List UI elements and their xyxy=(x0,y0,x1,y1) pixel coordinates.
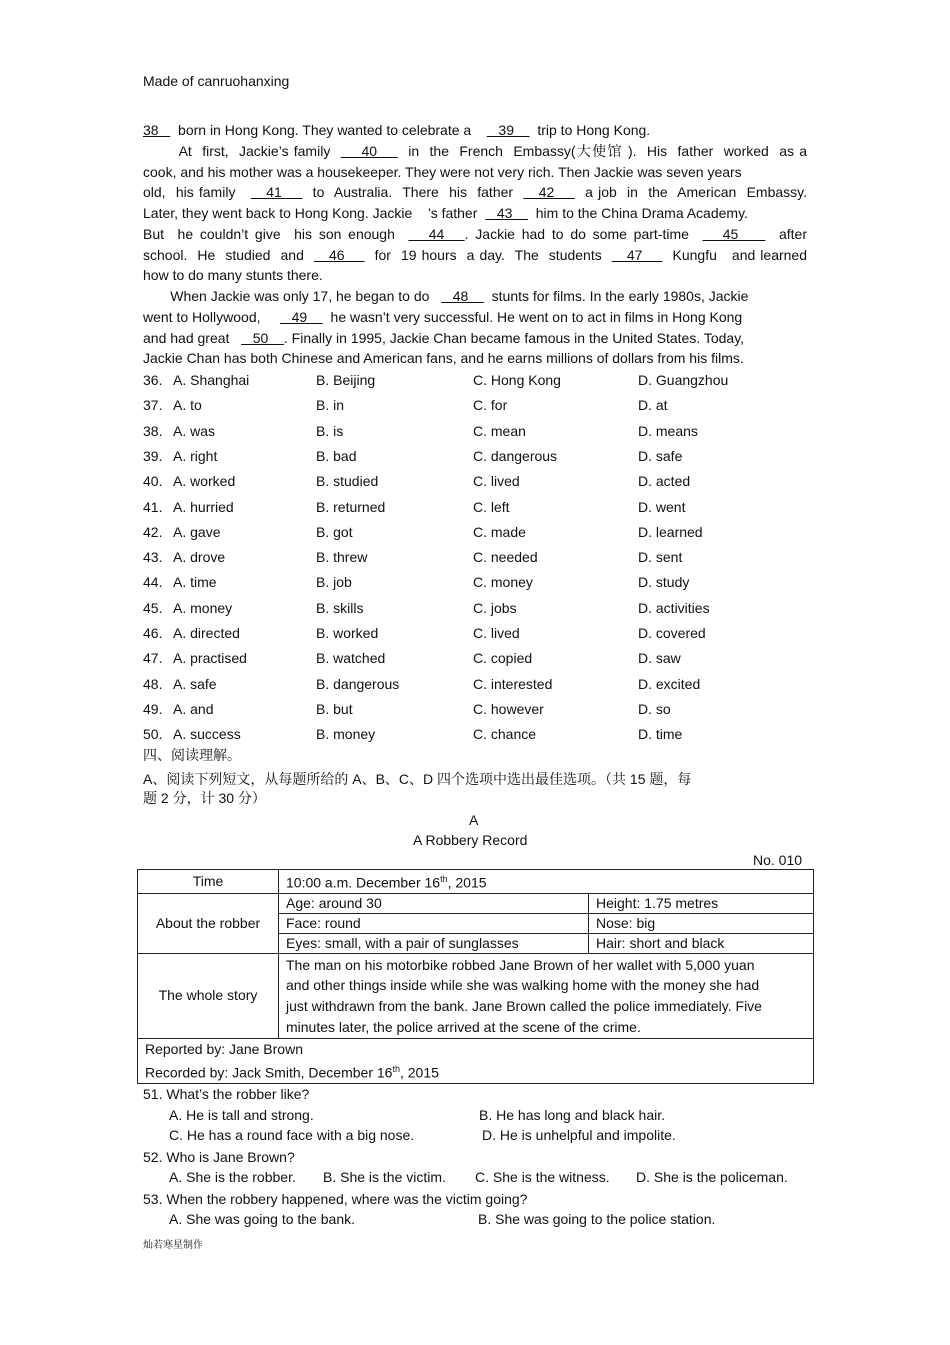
passage-line xyxy=(143,246,807,264)
option-c: C. jobs xyxy=(473,599,517,616)
passage-text: Later, they went back to Hong Kong. Jackie ’s father xyxy=(143,205,486,221)
section-instructions: A、阅读下列短文，从每题所给的 A、B、C、D 四个选项中选出最佳选项。（共 15 题，每 xyxy=(143,771,692,787)
passage-text: born in Hong Kong. They wanted to celebrate a xyxy=(170,122,487,138)
question-number: 39. xyxy=(143,447,163,464)
option-b: B. is xyxy=(316,422,344,439)
passage-text: . Jackie had to do some part-time xyxy=(464,225,703,242)
option-a: A. money xyxy=(173,599,233,616)
hair-cell: Hair: short and black xyxy=(589,933,814,953)
option-b: B. but xyxy=(316,700,353,717)
question-number: 50. xyxy=(143,726,163,743)
passage-line xyxy=(143,142,807,160)
option-b: B. Beijing xyxy=(316,372,376,388)
answer-blank: 41 xyxy=(250,184,303,201)
time-sup: th xyxy=(440,874,448,884)
robbery-record-table xyxy=(137,869,814,1084)
option-c: C. dangerous xyxy=(473,447,558,464)
option-d: D. learned xyxy=(638,523,703,540)
passage-text: him to the China Drama Academy. xyxy=(527,205,748,221)
option-c: C. left xyxy=(473,498,510,515)
q51-option-a: A. He is tall and strong. xyxy=(169,1107,314,1123)
option-c: C. lived xyxy=(473,473,520,490)
time-label: Time xyxy=(138,870,279,894)
answer-blank: 48 xyxy=(441,288,484,304)
passage-line xyxy=(143,204,807,222)
q51-option-d: D. He is unhelpful and impolite. xyxy=(482,1127,676,1143)
q53-option-b: B. She was going to the police station. xyxy=(478,1211,716,1227)
option-c: C. copied xyxy=(473,650,533,667)
passage-letter: A xyxy=(469,812,479,828)
nose-cell: Nose: big xyxy=(589,913,814,933)
passage-text: how to do many stunts there. xyxy=(143,267,323,284)
question-number: 40. xyxy=(143,473,163,490)
table-row xyxy=(138,893,814,913)
option-d: D. time xyxy=(638,726,683,743)
reported-by: Reported by: Jane Brown xyxy=(145,1040,303,1057)
q53-option-a: A. She was going to the bank. xyxy=(169,1211,356,1227)
option-c: C. mean xyxy=(473,422,526,439)
question-51: 51. What’s the robber like? xyxy=(143,1086,310,1102)
question-number: 36. xyxy=(143,372,163,388)
robber-label: About the robber xyxy=(138,893,279,953)
answer-blank: 44 xyxy=(408,225,465,242)
option-b: B. skills xyxy=(316,599,364,616)
option-a: A. right xyxy=(173,447,218,464)
passage-text: went to Hollywood, xyxy=(143,308,280,325)
table-row xyxy=(138,870,814,894)
passage-text: old, his family xyxy=(143,184,251,201)
question-number: 37. xyxy=(143,397,163,414)
answer-blank: 43 xyxy=(485,205,528,221)
time-value xyxy=(279,870,814,894)
question-number: 47. xyxy=(143,650,163,667)
option-b: B. in xyxy=(316,397,345,414)
option-a: A. success xyxy=(173,726,241,743)
option-d: D. study xyxy=(638,574,690,591)
option-a: A. time xyxy=(173,574,217,591)
question-number: 48. xyxy=(143,675,163,692)
option-d: D. saw xyxy=(638,650,681,667)
option-d: D. so xyxy=(638,700,671,717)
table-row xyxy=(138,953,814,1038)
option-a: A. and xyxy=(173,700,214,717)
option-b: B. bad xyxy=(316,447,357,464)
question-number: 41. xyxy=(143,498,163,515)
option-d: D. safe xyxy=(638,447,683,464)
option-d: D. went xyxy=(638,498,686,515)
option-a: A. directed xyxy=(173,625,240,641)
answer-blank: 50 xyxy=(241,329,284,346)
option-d: D. Guangzhou xyxy=(638,372,729,388)
story-label: The whole story xyxy=(138,953,279,1038)
question-53: 53. When the robbery happened, where was the victim going? xyxy=(143,1191,528,1207)
face-cell: Face: round xyxy=(279,913,589,933)
passage-line xyxy=(143,183,807,201)
option-c: C. chance xyxy=(473,726,537,743)
option-c: C. interested xyxy=(473,675,553,692)
option-b: B. job xyxy=(316,574,352,591)
option-d: D. activities xyxy=(638,599,710,616)
answer-blank: 38 xyxy=(143,122,171,138)
option-a: A. to xyxy=(173,397,202,414)
q52-option-d: D. She is the policeman. xyxy=(636,1169,788,1185)
question-number: 42. xyxy=(143,523,163,540)
passage-text: he wasn’t very successful. He went on to act in films in Hong Kong xyxy=(322,308,743,325)
section-instructions-cont: 题 2 分，计 30 分） xyxy=(143,790,266,806)
option-d: D. excited xyxy=(638,675,701,692)
recorded-by xyxy=(145,1059,806,1083)
passage-text: after xyxy=(765,225,807,242)
passage-text: for 19 hours a day. The students xyxy=(364,246,612,263)
passage-text: in the French Embassy(大使馆 ). His father worked as a xyxy=(397,142,807,159)
q52-option-a: A. She is the robber. xyxy=(169,1169,296,1185)
passage-title: A Robbery Record xyxy=(413,832,528,848)
option-a: A. Shanghai xyxy=(173,372,250,388)
record-number: No. 010 xyxy=(753,852,803,868)
age-cell: Age: around 30 xyxy=(279,893,589,913)
q52-option-c: C. She is the witness. xyxy=(475,1169,610,1185)
passage-text: school. He studied and xyxy=(143,246,314,263)
option-d: D. sent xyxy=(638,549,683,566)
question-number: 43. xyxy=(143,549,163,566)
passage-text: . Finally in 1995, Jackie Chan became famous in the United States. Today, xyxy=(283,329,745,346)
passage-line xyxy=(143,163,807,181)
option-d: D. covered xyxy=(638,625,706,641)
passage-line xyxy=(143,225,807,243)
question-number: 45. xyxy=(143,599,163,616)
passage-text: to Australia. There his father xyxy=(302,184,524,201)
passage-text: Kungfu and learned xyxy=(662,246,808,263)
option-b: B. got xyxy=(316,523,353,540)
passage-text: trip to Hong Kong. xyxy=(529,122,651,138)
passage-text: stunts for films. In the early 1980s, Jackie xyxy=(483,288,749,304)
recorded-year: , 2015 xyxy=(399,1064,439,1081)
passage-line xyxy=(143,329,807,347)
option-a: A. was xyxy=(173,422,216,439)
option-c: C. Hong Kong xyxy=(473,372,561,388)
section-heading: 四、阅读理解。 xyxy=(143,747,241,763)
option-c: C. for xyxy=(473,397,508,414)
eyes-cell: Eyes: small, with a pair of sunglasses xyxy=(279,933,589,953)
answer-blank: 45 xyxy=(702,225,766,242)
passage-text: But he couldn’t give his son enough xyxy=(143,225,409,242)
header-text: Made of canruohanxing xyxy=(143,73,290,89)
time-date: 10:00 a.m. December 16 xyxy=(286,874,441,891)
option-d: D. means xyxy=(638,422,698,439)
question-number: 38. xyxy=(143,422,163,439)
passage-text: and had great xyxy=(143,329,242,346)
recorded-sup: th xyxy=(392,1063,400,1074)
answer-blank: 39 xyxy=(486,122,530,138)
option-c: C. needed xyxy=(473,549,538,566)
option-d: D. at xyxy=(638,397,668,414)
passage-line xyxy=(143,121,807,139)
passage-line xyxy=(143,287,807,305)
story-cell: The man on his motorbike robbed Jane Brown of her wallet with 5,000 yuan and other things inside while she was walking home with the money she had just withdrawn from the bank. Jane Brown called the police immediately. Five minutes later, the police arrived at the scene of the crime. xyxy=(279,953,814,1038)
passage-text: At first, Jackie’s family xyxy=(143,142,341,159)
passage-text: When Jackie was only 17, he began to do xyxy=(143,288,442,304)
q51-option-b: B. He has long and black hair. xyxy=(479,1107,666,1123)
question-52: 52. Who is Jane Brown? xyxy=(143,1149,295,1165)
table-row xyxy=(138,1038,814,1083)
answer-blank: 47 xyxy=(611,246,663,263)
option-d: D. acted xyxy=(638,473,691,490)
q52-option-b: B. She is the victim. xyxy=(323,1169,446,1185)
passage-text: cook, and his mother was a housekeeper. They were not very rich. Then Jackie was seven years xyxy=(143,163,742,180)
passage-text: a job in the American Embassy. xyxy=(574,184,808,201)
passage-line xyxy=(143,349,807,367)
option-b: B. returned xyxy=(316,498,386,515)
option-b: B. threw xyxy=(316,549,368,566)
time-year: , 2015 xyxy=(447,874,487,891)
option-b: B. money xyxy=(316,726,376,743)
answer-blank: 42 xyxy=(523,184,575,201)
option-b: B. studied xyxy=(316,473,379,490)
option-c: C. money xyxy=(473,574,533,591)
option-a: A. hurried xyxy=(173,498,234,515)
question-number: 44. xyxy=(143,574,163,591)
height-cell: Height: 1.75 metres xyxy=(589,893,814,913)
recorded-text: Recorded by: Jack Smith, December 16 xyxy=(145,1064,393,1081)
option-a: A. practised xyxy=(173,650,247,667)
option-b: B. watched xyxy=(316,650,386,667)
option-a: A. safe xyxy=(173,675,217,692)
option-b: B. dangerous xyxy=(316,675,400,692)
option-a: A. drove xyxy=(173,549,226,566)
option-c: C. lived xyxy=(473,625,520,641)
answer-blank: 40 xyxy=(340,142,398,159)
question-number: 46. xyxy=(143,625,163,641)
option-a: A. gave xyxy=(173,523,221,540)
question-number: 49. xyxy=(143,700,163,717)
option-b: B. worked xyxy=(316,625,379,641)
passage-line xyxy=(143,266,807,284)
q51-option-c: C. He has a round face with a big nose. xyxy=(169,1127,415,1143)
passage-line xyxy=(143,308,807,326)
option-c: C. however xyxy=(473,700,544,717)
answer-blank: 46 xyxy=(313,246,365,263)
option-c: C. made xyxy=(473,523,526,540)
footer-text: 灿若寒星制作 xyxy=(143,1240,203,1251)
passage-text: Jackie Chan has both Chinese and American fans, and he earns millions of dollars from his films. xyxy=(143,350,744,367)
option-a: A. worked xyxy=(173,473,236,490)
report-cell xyxy=(138,1038,814,1083)
answer-blank: 49 xyxy=(279,308,323,325)
